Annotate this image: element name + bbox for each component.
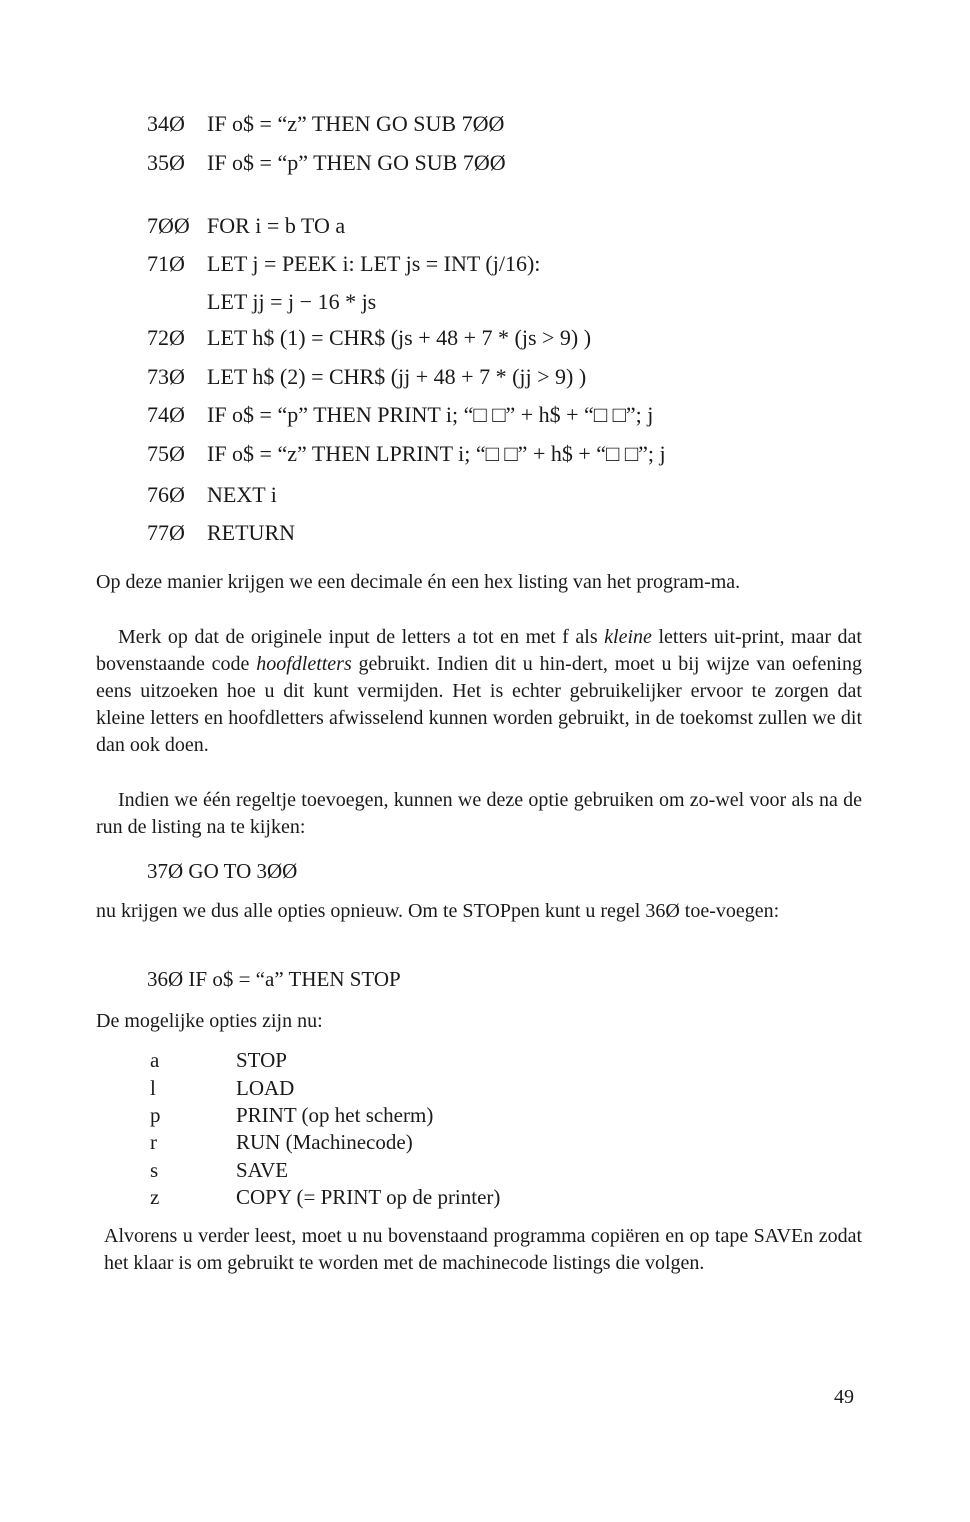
paragraph-options-intro: De mogelijke opties zijn nu: [96, 1010, 323, 1032]
paragraph-stop-option: nu krijgen we dus alle opties opnieuw. Om te STOPpen kunt u regel 36Ø toe-voegen: [96, 900, 780, 922]
option-key: s [150, 1158, 159, 1182]
option-key: r [150, 1130, 157, 1154]
paragraph-add-line: Indien we één regeltje toevoegen, kunnen we deze optie gebruiken om zo-wel voor als na de run de listing na te kijken: [96, 789, 862, 838]
option-key: z [150, 1185, 160, 1209]
code-line-710-continuation: LET jj = j − 16 * js [207, 289, 377, 314]
line-number: 74Ø [147, 402, 185, 427]
option-description: LOAD [236, 1076, 295, 1100]
code-statement: IF o$ = “p” THEN PRINT i; “□ □” + h$ + “□ □”; j [207, 402, 654, 427]
line-number: 73Ø [147, 364, 185, 389]
text-run: letters uit-print, maar dat bovenstaande code [96, 626, 862, 675]
emphasis-kleine: kleine [604, 626, 652, 648]
code-statement: RETURN [207, 520, 295, 545]
code-line-370: 37Ø GO TO 3ØØ [147, 859, 298, 883]
text-run: Merk op dat de originele input de letters a tot en met f als [118, 626, 605, 648]
code-statement: LET j = PEEK i: LET js = INT (j/16): [207, 251, 541, 276]
paragraph-decimal-hex: Op deze manier krijgen we een decimale én een hex listing van het program-ma. [96, 571, 741, 593]
code-statement: IF o$ = “p” THEN GO SUB 7ØØ [207, 150, 506, 175]
line-number: 75Ø [147, 441, 185, 466]
line-number: 34Ø [147, 111, 185, 136]
line-number: 76Ø [147, 482, 185, 507]
page-number: 49 [834, 1386, 854, 1408]
line-number: 72Ø [147, 325, 185, 350]
code-statement: LET h$ (2) = CHR$ (jj + 48 + 7 * (jj > 9) ) [207, 364, 587, 389]
option-description: SAVE [236, 1158, 289, 1182]
option-description: STOP [236, 1048, 287, 1072]
code-statement: FOR i = b TO a [207, 213, 346, 238]
code-statement: IF o$ = “z” THEN LPRINT i; “□ □” + h$ + “□ □”; j [207, 441, 666, 466]
code-line-360: 36Ø IF o$ = “a” THEN STOP [147, 967, 401, 991]
code-statement: IF o$ = “z” THEN GO SUB 7ØØ [207, 111, 505, 136]
option-description: RUN (Machinecode) [236, 1130, 413, 1154]
line-number: 71Ø [147, 251, 185, 276]
text-run: gebruikt. Indien dit u hin-dert, moet u bij wijze van oefening eens uitzoeken hoe u dit kunt vermijden. Het is echter gebruikelijker ervoor te zorgen dat kleine letters en hoofdletters afwisselend kunnen worden gebruikt, in de toekomst zullen we dit dan ook doen. [96, 653, 862, 756]
paragraph-save-instruction: Alvorens u verder leest, moet u nu bovenstaand programma copiëren en op tape SAVEn zodat het klaar is om gebruikt te worden met de machinecode listings die volgen. [104, 1225, 862, 1274]
option-key: p [150, 1103, 161, 1127]
option-description: PRINT (op het scherm) [236, 1103, 434, 1127]
paragraph-lowercase-note [96, 624, 862, 759]
line-number: 35Ø [147, 150, 185, 175]
code-statement: NEXT i [207, 482, 277, 507]
option-key: a [150, 1048, 160, 1072]
option-key: l [150, 1076, 156, 1100]
line-number: 7ØØ [147, 213, 190, 238]
line-number: 77Ø [147, 520, 185, 545]
code-statement: LET h$ (1) = CHR$ (js + 48 + 7 * (js > 9) ) [207, 325, 592, 350]
emphasis-hoofdletters: hoofdletters [256, 653, 352, 675]
option-description: COPY (= PRINT op de printer) [236, 1185, 501, 1209]
